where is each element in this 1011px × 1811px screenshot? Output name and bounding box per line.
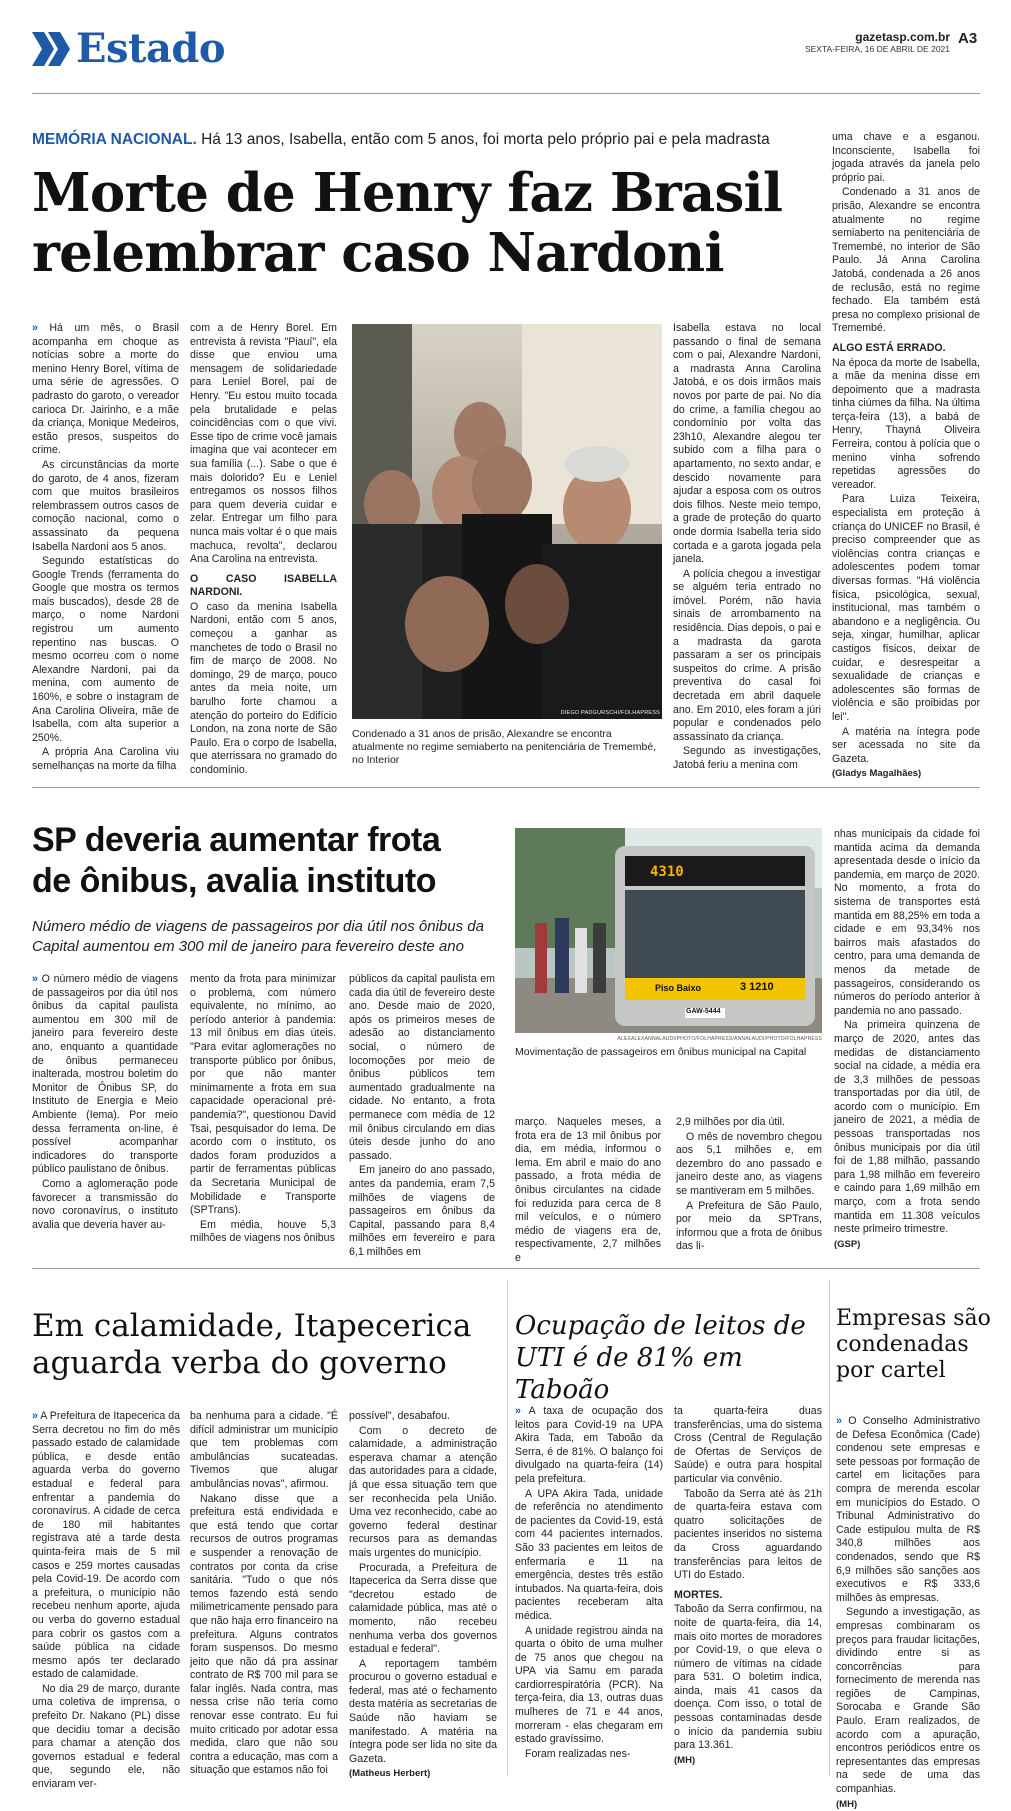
paragraph: Segundo estatísticas do Google Trends (ferramenta do Google que mostra os termos mais buscados), desde 28 de março, o nome Nardoni registrou um aumento repentino nas buscas. O mesmo ocorreu com o nome Alexandre Nardoni, pai da menina, com aumento de 160%, e sobre o instagram de Ana Carolina Oliveira, mãe de Isabella, com alta superior a 250%. xyxy=(32,555,179,744)
article-column-3 xyxy=(673,322,821,771)
photo-caption: Movimentação de passageiros em ônibus municipal na Capital xyxy=(515,1046,807,1058)
paragraph: mento da frota para minimizar o problema, com número equivalente, no mínimo, ao período anterior à pandemia: 13 mil ônibus em dias úteis. "Para evitar aglomerações no transporte público por ônibus, por que não manter minimamente a frota em sua capacidade operacional pré-pandemia?", questionou David Tsai, pesquisador do Iema. De acordo com o instituto, os dados foram produzidos a partir de ferramentas públicas da Secretaria Municipal de Mobilidade e Transporte (SPTrans). xyxy=(190,973,336,1217)
paragraph: Como a aglomeração pode favorecer a transmissão do novo coronavírus, o instituto avalia que deveria haver au- xyxy=(32,1177,178,1231)
article-column-1 xyxy=(836,1415,980,1810)
subheading: MORTES. xyxy=(674,1588,723,1601)
paragraph: Em média, houve 5,3 milhões de viagens nos ônibus xyxy=(190,1218,336,1245)
article-column-2 xyxy=(674,1405,822,1773)
article-column-3 xyxy=(349,973,495,1258)
story-headline xyxy=(836,1306,1006,1384)
paragraph: Taboão da Serra confirmou, na noite de quarta-feira, dia 14, mais oito mortes de moradores por Covid-19, o que eleva o número de vítimas na cidade para 531. O boletim indica, ainda, mais 41 casos da doença. Com isso, o total de pessoas contaminadas desde o início da pandemia subiu para 13.361. xyxy=(674,1603,822,1752)
section-rule xyxy=(32,1268,980,1269)
byline: (MH) xyxy=(674,1754,696,1766)
paragraph: A matéria na íntegra pode ser acessada no site da Gazeta. xyxy=(832,725,980,765)
section-chevron-icon xyxy=(32,32,72,66)
paragraph: Em janeiro do ano passado, antes da pandemia, eram 7,5 milhões de viagens de passageiros em ônibus da Capital, passando para 8,4 milhões em fevereiro e para 6,1 milhões em xyxy=(349,1164,495,1258)
paragraph: Para Luiza Teixeira, especialista em proteção à criança do UNICEF no Brasil, é preciso compreender que as violências contra crianças e adolescentes podem tomar diversas formas. "Há violência física, psicológica, sexual, institucional, mas também o abandono e a negligência. Ou seja, xingar, humilhar, aplicar castigos físicos, deixar de cuidar, e desrespeitar a sexualidade de crianças e adolescentes são formas de violência e são proibidas por lei". xyxy=(832,493,980,723)
paragraph: Segundo a investigação, as empresas combinaram os preços para fraudar licitações, dividindo entre si as concorrências para fornecimento de merenda nas regiões de Campinas, Sorocaba e Grande São Paulo. Eram realizados, de acordo com a apuração, encontros periódicos entre os representantes das empresas na sede de uma das companhias. xyxy=(836,1606,980,1796)
paragraph-marker-icon: » xyxy=(32,973,38,985)
paragraph: A polícia chegou a investigar se alguém teria entrado no imóvel. Porém, não havia sinais de arrombamento na residência. Dias depois, o pai e a madrasta da garota passaram a ser os principais suspeitos do crime. A prisão preventiva do casal foi decretada em abril daquele ano. Em 2010, eles foram a júri popular e condenados pelo assassinato da criança. xyxy=(673,567,821,743)
section-rule xyxy=(32,787,980,788)
headline-line-2: condenadas xyxy=(836,1332,969,1357)
paragraph: Com o decreto de calamidade, a administração esperava chamar a atenção das autoridades para a cidade, já que essa situação tem que ser reconhecida pela União. Uma vez reconhecido, cabe ao governo federal destinar recursos para as demandas mais urgentes do município. xyxy=(349,1424,497,1559)
paragraph: Na primeira quinzena de março de 2020, antes das medidas de distanciamento social na cidade, a média era de 3,3 milhões de pessoas transportadas por dia útil, de acordo com o município. Em janeiro de 2021, a média de pessoas transportadas nos ônibus municipais por dia útil foi de 1,88 milhão, passando para 1,98 milhão em fevereiro e caindo para 1,69 milhão em março, com a frota sendo mantida em 11.308 veículos neste primeiro trimestre. xyxy=(834,1019,980,1236)
headline-line-2: relembrar caso Nardoni xyxy=(32,222,724,284)
paragraph: » Há um mês, o Brasil acompanha em choque as notícias sobre a morte do menino Henry Borel, vítima de uma série de agressões. O padrasto do garoto, o vereador carioca Dr. Jairinho, e a mãe da criança, Monique Medeiros, estão presos, suspeitos do crime. xyxy=(32,322,179,457)
byline: (Gladys Magalhães) xyxy=(832,768,922,780)
paragraph: O caso da menina Isabella Nardoni, então com 5 anos, começou a ganhar as manchetes de todo o Brasil no fim de março de 2008. No domingo, 29 de março, pouco antes da meia noite, um barulho forte chamou a atenção do porteiro do Edifício London, na zona norte de São Paulo. Era o corpo de Isabella, que aterrissara no gramado do condomínio. xyxy=(190,600,337,776)
story-kicker: MEMÓRIA NACIONAL. xyxy=(32,131,197,148)
masthead-rule xyxy=(32,93,980,94)
headline-line-2: de ônibus, avalia instituto xyxy=(32,862,436,900)
article-column-3 xyxy=(349,1410,497,1780)
article-column-1 xyxy=(32,973,178,1255)
story-photo xyxy=(515,828,822,1033)
bus-fleet-number: 3 1210 xyxy=(740,981,774,993)
site-url: gazetasp.com.br xyxy=(855,30,950,44)
paragraph-marker-icon: » xyxy=(836,1415,842,1427)
paragraph: A reportagem também procurou o governo estadual e federal, mas até o fechamento desta matéria as secretarias de Saúde não haviam se manifestado. A matéria na íntegra pode ser lida no site da Gazeta. xyxy=(349,1657,497,1765)
story-cartel xyxy=(832,1270,1011,1810)
headline-line-1: Ocupação de leitos de xyxy=(515,1311,806,1341)
story-subtitle: Há 13 anos, Isabella, então com 5 anos, foi morta pelo próprio pai e pela madrasta xyxy=(201,131,770,148)
paragraph: Isabella estava no local passando o final de semana com o pai, Alexandre Nardoni, a madrasta Anna Carolina Jatobá, e os dois irmãos mais novos por parte de pai. No dia do crime, a família chegou ao condomínio por volta das 23h10, Alexandre alegou ter subido com a filha para o apartamento, no sexto andar, e descido novamente para ajudar a esposa com os outros dois filhos. Neste meio tempo, a grade de proteção do quarto onde dormia Isabella teria sido cortada e a garota jogada pela janela. xyxy=(673,322,821,566)
headline-line-1: Empresas são xyxy=(836,1306,991,1331)
paragraph: públicos da capital paulista em cada dia útil de fevereiro deste ano. Desde maio de 2020, após os primeiros meses de adesão ao distanciamento social, o número de locomoções por meio de ônibus públicos tem aumentado gradualmente na cidade. No entanto, a frota permanece com média de 12 mil ônibus circulando em dias úteis desde junho do ano passado. xyxy=(349,973,495,1162)
paragraph: Condenado a 31 anos de prisão, Alexandre se encontra atualmente no regime semiaberto na penitenciária de Tremembé, no interior de São Paulo. Já Anna Carolina Jatobá, condenada a 26 anos de reclusão, está no regime fechado. Ela também está presa no complexo prisional de Tremembé. xyxy=(832,186,980,335)
article-column-1 xyxy=(32,1410,180,1791)
paragraph: » O Conselho Administrativo de Defesa Econômica (Cade) condenou sete empresas e sete pessoas por formação de cartel em licitações para compra de merenda escolar em municípios do Estado. O Tribunal Administrativo do Cade estipulou multa de R$ 340,8 milhões aos condenados, sendo que R$ 6,9 milhões são sanções aos executivos e R$ 333,6 milhões às empresas. xyxy=(836,1415,980,1604)
article-column-2 xyxy=(190,1410,338,1777)
paragraph: Foram realizadas nes- xyxy=(525,1747,631,1760)
paragraph: ba nenhuma para a cidade. "É difícil administrar um município que tem problemas com ambulâncias sucateadas. Tivemos que alugar ambulâncias novas", afirmou. xyxy=(190,1410,338,1490)
paragraph: A Prefeitura de São Paulo, por meio da SPTrans, informou que a frota de ônibus das li- xyxy=(676,1199,822,1253)
paragraph: possível", desabafou. xyxy=(349,1410,450,1422)
photo-credit: ALEXALEXANNALAUDI/PHOTO/FOLHAPRESS/ANNALAUDI/PHOTO/FOLHAPRESS xyxy=(617,1036,822,1042)
column-divider xyxy=(829,1280,830,1776)
paragraph: com a de Henry Borel. Em entrevista à revista "Piauí", ela disse que enviou uma mensagem de solidariedade para Leniel Borel, pai de Henry. "Eu estou muito tocada pela brutalidade e pelas coincidências com o que vivi. Esse tipo de crime você jamais imagina que vai acontecer em sua família (...). Sabe o que é mais dolorido? Eu e Leniel entregamos os nossos filhos para quem deveria cuidar e zelar. Entregar um filho para nunca mais voltar é o que mais machuca, revolta", declarou Ana Carolina na entrevista. xyxy=(190,322,337,566)
paragraph: » O número médio de viagens de passageiros por dia útil nos ônibus da capital paulista aumentou em 300 mil de janeiro para fevereiro deste ano, enquanto a quantidade de ônibus permaneceu inalterada, mostrou boletim do Monitor de Ônibus SP, do Instituto de Energia e Meio Ambiente (Iema). Por meio dessa ferramenta on-line, é possível acompanhar indicadores do transporte público paulistano de ônibus. xyxy=(32,973,178,1176)
story-deck xyxy=(32,131,802,149)
paragraph: Na época da morte de Isabella, a mãe da menina disse em depoimento que a madrasta tinha ciúmes da filha. Na última terça-feira (13), a babá de Henry, Thayná Oliveira Ferreira, contou à polícia que o menino vinha sofrendo repetidas agressões do vereador. xyxy=(832,356,980,491)
headline-line-1: SP deveria aumentar frota xyxy=(32,821,441,859)
paragraph: As circunstâncias da morte do garoto, de 4 anos, fizeram com que muitos brasileiros relembrassem outros casos de comoção nacional, como o assassinato da pequena Isabella Nardoni aos 5 anos. xyxy=(32,458,179,553)
article-column-5 xyxy=(676,1116,822,1256)
paragraph: A própria Ana Carolina viu semelhanças na morte da filha xyxy=(32,746,179,772)
headline-line-1: Em calamidade, Itapecerica xyxy=(32,1308,472,1344)
article-column-6 xyxy=(834,828,980,1256)
paragraph: 2,9 milhões por dia útil. xyxy=(676,1116,785,1128)
photo-bus-terminal xyxy=(515,828,822,1033)
subheading: ALGO ESTÁ ERRADO. xyxy=(832,341,946,354)
story-headline xyxy=(32,163,812,283)
paragraph-marker-icon: » xyxy=(515,1405,521,1417)
headline-line-3: por cartel xyxy=(836,1358,946,1383)
byline: (Matheus Herbert) xyxy=(349,1768,431,1780)
story-headline xyxy=(32,1308,502,1382)
paragraph: Segundo as investigações, Jatobá feriu a menina com xyxy=(673,745,821,771)
bus-plate: GAW-5444 xyxy=(686,1008,721,1015)
article-column-2 xyxy=(190,973,336,1255)
headline-line-1: Morte de Henry faz Brasil xyxy=(32,162,783,224)
article-column-4 xyxy=(515,1116,661,1264)
paragraph: nhas municipais da cidade foi mantida acima da demanda apresentada desde o início da pandemia, em março de 2020. No momento, a frota do sistema de transportes está mantida em 88,25% em toda a cidade e em 93,34% nos bairros mais afastados do centro, para uma demanda de menos da metade de passageiros, considerando os números do período anterior à pandemia no ano passado. xyxy=(834,828,980,1017)
bus-label: Piso Baixo xyxy=(655,983,702,993)
story-subtitle: Número médio de viagens de passageiros por dia útil nos ônibus da Capital aumentou em 300 mil de janeiro para fevereiro deste ano xyxy=(32,918,484,955)
story-taboao xyxy=(510,1270,830,1786)
paragraph: A UPA Akira Tada, unidade de referência no atendimento de pacientes da Covid-19, está com 44 pacientes internados. São 33 pacientes em leitos de enfermaria e 11 na emergência, destes três estão intubados. Na quarta-feira, dois pacientes receberam alta médica. xyxy=(515,1487,663,1622)
photo-police-escort xyxy=(352,324,662,719)
photo-caption: Condenado a 31 anos de prisão, Alexandre se encontra atualmente no regime semiaberto na penitenciária de Tremembé, no Interior xyxy=(352,728,657,766)
section-title: Estado xyxy=(76,25,226,72)
column-divider xyxy=(507,1280,508,1776)
paragraph: ta quarta-feira duas transferências, uma do sistema Cross (Central de Regulação de Ofertas de Serviços de Saúde) e outra para hospital particular via convênio. xyxy=(674,1405,822,1485)
headline-line-2: aguarda verba do governo xyxy=(32,1345,447,1381)
story-headline xyxy=(32,820,512,902)
paragraph: A unidade registrou ainda na quarta o óbito de uma mulher de 75 anos que chegou na UPA via Samu em parada cardiorrespiratória (PCR). Na terça-feira, dia 13, outras duas mulheres de 71 e 44 anos, morreram - elas chegaram em estado gravíssimo. xyxy=(515,1624,663,1746)
bus-route-sign: 4310 xyxy=(650,864,684,880)
page-number: A3 xyxy=(958,30,978,47)
masthead xyxy=(0,0,1011,95)
paragraph: uma chave e a esganou. Inconsciente, Isabella foi jogada através da janela pelo próprio pai. xyxy=(832,131,980,184)
paragraph: Procurada, a Prefeitura de Itapecerica da Serra disse que "decretou estado de calamidade pública, mas até o momento, não recebeu nenhuma verba dos governos estadual e federal". xyxy=(349,1561,497,1656)
article-column-1 xyxy=(515,1405,663,1773)
headline-line-2: UTI é de 81% em Taboão xyxy=(515,1343,743,1405)
story-photo xyxy=(352,324,662,719)
paragraph: No dia 29 de março, durante uma coletiva de imprensa, o prefeito Dr. Nakano (PL) disse que decidiu tomar a decisão para chamar a atenção dos governos estadual e federal que, segundo ele, não enviaram ver- xyxy=(32,1682,180,1791)
photo-credit: DIEGO PADGURSCHI/FOLHAPRESS xyxy=(560,710,660,716)
paragraph: Taboão da Serra até às 21h de quarta-feira estava com quatro solicitações de pacientes inseridos no sistema da Cross aguardando transferências para leitos de UTI do Estado. xyxy=(674,1487,822,1582)
story-onibus xyxy=(0,790,1011,1265)
article-column-2 xyxy=(190,322,337,776)
byline: (GSP) xyxy=(834,1238,861,1250)
subheading: O CASO ISABELLA NARDONI. xyxy=(190,572,337,599)
paragraph: » A Prefeitura de Itapecerica da Serra decretou no fim do mês passado estado de calamidade pública, e desde então aguarda verba do governo estadual e federal para enfrentar a pandemia do coronavírus. A cidade de cerca de 180 mil habitantes registrava até a tarde desta quinta-feira mais de 5 mil casos e 259 mortes causadas pela Covid-19. De acordo com a prefeitura, o município não recebeu nenhum aporte, ajuda ou verba do governo estadual para cobrir os gastos com a saúde pública na cidade mesmo após ter declarado estado de calamidade. xyxy=(32,1410,180,1681)
paragraph-marker-icon: » xyxy=(32,1410,38,1422)
byline: (MH) xyxy=(836,1798,858,1810)
paragraph: março. Naqueles meses, a frota era de 13 mil ônibus por dia, em média, informou o Iema. Em abril e maio do ano passado, a frota média de ônibus circulantes na cidade foi reduzida para cerca de 8 mil veículos, e o número médio de viagens era de, respectivamente, 2,7 milhões e xyxy=(515,1116,661,1264)
story-headline xyxy=(515,1310,835,1406)
paragraph: Nakano disse que a prefeitura está endividada e que está tendo que cortar recursos de outros programas e suspender a renovação de contratos por conta da crise sanitária. "Tudo o que nós temos fazendo está sendo milimetricamente pensado para que não haja erro financeiro na prefeitura. Alguns contratos foram suspensos. Do mesmo jeito que não dá pra assinar contrato de R$ 700 mil para se falar inglês. Nada contra, mas nessa crise não teria como renovar esse contrato. Eu fui muito criticado por adotar essa medida, claro que não sou contra a educação, mas com a situação que estamos não foi xyxy=(190,1492,338,1777)
story-nardoni xyxy=(0,95,1011,785)
article-column-1 xyxy=(32,322,179,772)
paragraph: O mês de novembro chegou aos 5,1 milhões e, em dezembro do ano passado e janeiro deste ano, as viagens se mantiveram em 5 milhões. xyxy=(676,1130,822,1197)
paragraph: » A taxa de ocupação dos leitos para Covid-19 na UPA Akira Tada, em Taboão da Serra, é de 81%. O balanço foi divulgado na quarta-feira (14) pela prefeitura. xyxy=(515,1405,663,1485)
publication-date: SEXTA-FEIRA, 16 DE ABRIL DE 2021 xyxy=(804,44,950,54)
story-itapecerica xyxy=(0,1270,505,1791)
article-column-4 xyxy=(832,131,980,780)
paragraph-marker-icon: » xyxy=(32,322,38,334)
